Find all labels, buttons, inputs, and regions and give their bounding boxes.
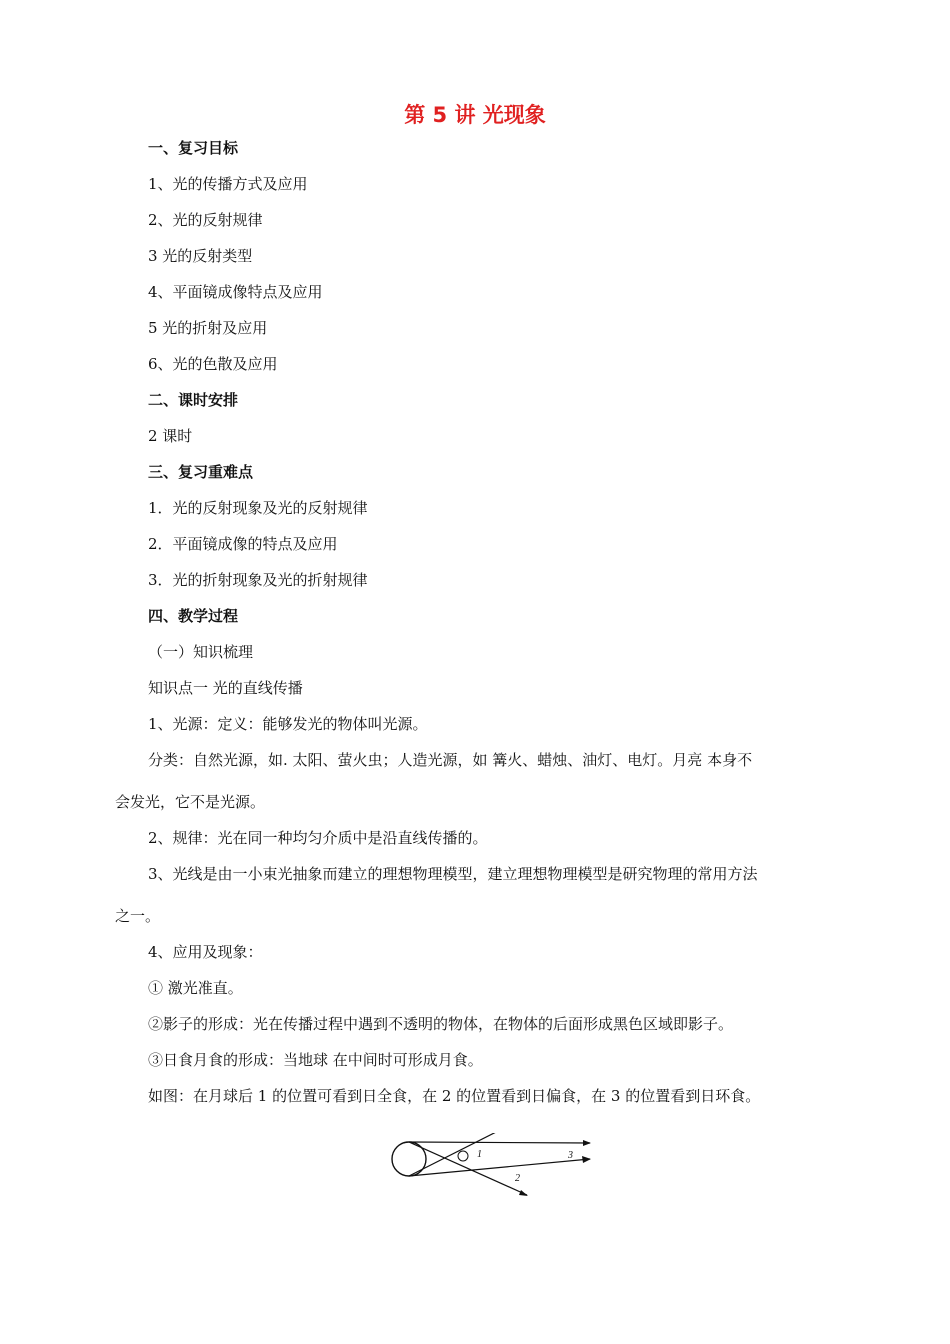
paragraph-continued: 之一。: [115, 907, 161, 925]
paragraph: 如图：在月球后 1 的位置可看到日全食，在 2 的位置看到日偏食，在 3 的位置看到日环食。: [148, 1087, 761, 1105]
diagram-label-1: 1: [477, 1149, 482, 1160]
light-ray: [409, 1142, 527, 1195]
paragraph: 1、光源：定义：能够发光的物体叫光源。: [148, 715, 428, 733]
key-point: 2．平面镜成像的特点及应用: [148, 535, 338, 553]
goal-item: 6、光的色散及应用: [148, 355, 278, 373]
page-title: 第 5 讲 光现象: [404, 103, 546, 127]
arrow-head: [519, 1190, 528, 1196]
process-heading: 四、教学过程: [148, 607, 239, 625]
eclipse-diagram: [385, 1133, 595, 1203]
light-ray: [409, 1159, 590, 1176]
diagram-label-2: 2: [515, 1173, 520, 1184]
paragraph: 4、应用及现象：: [148, 943, 263, 961]
goal-item: 4、平面镜成像特点及应用: [148, 283, 323, 301]
schedule-heading: 二、课时安排: [148, 391, 239, 409]
goal-item: 3 光的反射类型: [148, 247, 253, 265]
paragraph: ① 激光准直。: [148, 979, 243, 997]
paragraph: ③日食月食的形成：当地球 在中间时可形成月食。: [148, 1051, 483, 1069]
schedule-text: 2 课时: [148, 427, 193, 445]
diagram-label-3: 3: [568, 1150, 573, 1161]
key-points-heading: 三、复习重难点: [148, 463, 254, 481]
light-ray: [409, 1142, 590, 1143]
paragraph-continued: 会发光，它不是光源。: [115, 793, 266, 811]
paragraph: 分类：自然光源，如. 太阳、萤火虫；人造光源，如 篝火、蜡烛、油灯、电灯。月亮 本身不: [148, 751, 753, 769]
goal-item: 2、光的反射规律: [148, 211, 263, 229]
goal-item: 1、光的传播方式及应用: [148, 175, 308, 193]
arrow-head: [583, 1140, 591, 1146]
paragraph: 2、规律：光在同一种均匀介质中是沿直线传播的。: [148, 829, 488, 847]
light-ray: [409, 1133, 510, 1176]
subsection-title: （一）知识梳理: [148, 643, 254, 661]
key-point: 1．光的反射现象及光的反射规律: [148, 499, 368, 517]
goal-item: 5 光的折射及应用: [148, 319, 268, 337]
arrow-head: [582, 1156, 591, 1163]
goals-heading: 一、复习目标: [148, 139, 239, 157]
paragraph: ②影子的形成：光在传播过程中遇到不透明的物体，在物体的后面形成黑色区域即影子。: [148, 1015, 734, 1033]
key-point: 3．光的折射现象及光的折射规律: [148, 571, 368, 589]
moon-circle: [458, 1151, 468, 1161]
knowledge-point-title: 知识点一 光的直线传播: [148, 679, 303, 697]
paragraph: 3、光线是由一小束光抽象而建立的理想物理模型，建立理想物理模型是研究物理的常用方法: [148, 865, 758, 883]
